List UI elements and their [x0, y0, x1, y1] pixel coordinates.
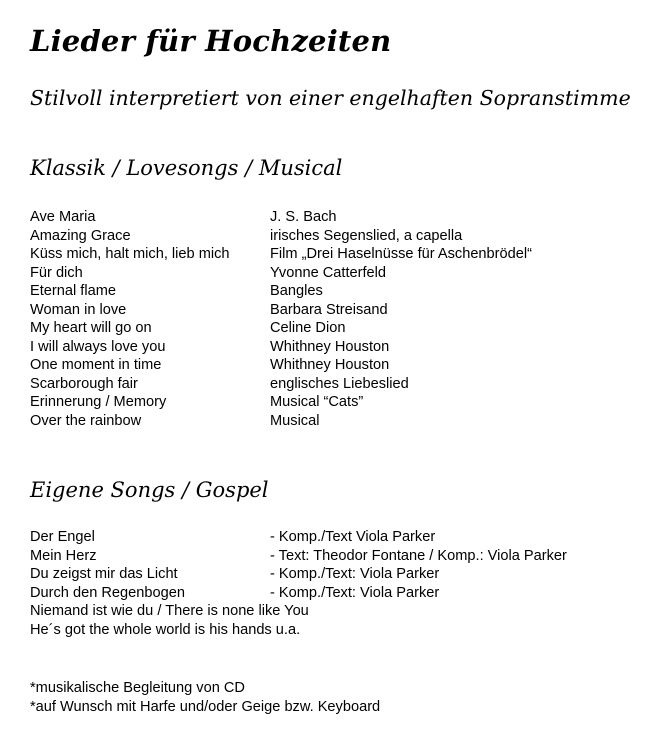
song-info: J. S. Bach: [270, 209, 337, 225]
song-title: He´s got the whole world is his hands u.a.: [30, 621, 301, 638]
footnote: *auf Wunsch mit Harfe und/oder Geige bzw. Keyboard: [30, 698, 381, 715]
page-subtitle: Stilvoll interpretiert von einer engelhaften Sopranstimme: [30, 86, 631, 110]
song-info: Barbara Streisand: [270, 301, 388, 318]
song-info: Yvonne Catterfeld: [270, 264, 387, 281]
song-info: - Komp./Text: Viola Parker: [270, 584, 440, 601]
page-title: Lieder für Hochzeiten: [30, 24, 392, 58]
song-title: Küss mich, halt mich, lieb mich: [30, 246, 230, 262]
song-info: - Komp./Text: Viola Parker: [270, 566, 440, 582]
song-title: My heart will go on: [30, 320, 152, 336]
song-title: Niemand ist wie du / There is none like You: [30, 603, 309, 619]
song-title: One moment in time: [30, 357, 162, 373]
song-title: Amazing Grace: [30, 227, 131, 244]
song-info: - Text: Theodor Fontane / Komp.: Viola Parker: [270, 547, 567, 564]
song-info: Musical: [270, 412, 320, 429]
song-info: irisches Segenslied, a capella: [270, 227, 463, 244]
song-info: Bangles: [270, 283, 323, 299]
song-info: Whithney Houston: [270, 338, 390, 355]
song-title: Durch den Regenbogen: [30, 584, 185, 601]
song-title: Du zeigst mir das Licht: [30, 566, 178, 582]
song-title: Ave Maria: [30, 209, 96, 225]
song-info: englisches Liebeslied: [270, 375, 409, 392]
footnote: *musikalische Begleitung von CD: [30, 680, 245, 696]
section-heading-eigene-songs: Eigene Songs / Gospel: [30, 478, 269, 502]
song-info: Musical “Cats”: [270, 394, 364, 410]
footnotes: [30, 679, 380, 716]
song-info: Celine Dion: [270, 320, 346, 336]
song-info: Whithney Houston: [270, 357, 390, 373]
section-heading-klassik: Klassik / Lovesongs / Musical: [30, 156, 343, 180]
song-title: Eternal flame: [30, 283, 116, 299]
song-title: Scarborough fair: [30, 375, 138, 392]
song-title: I will always love you: [30, 338, 166, 355]
song-info: - Komp./Text Viola Parker: [270, 529, 436, 545]
song-title: Over the rainbow: [30, 412, 142, 429]
song-title: Woman in love: [30, 301, 127, 318]
song-info: Film „Drei Haselnüsse für Aschenbrödel“: [270, 246, 532, 262]
song-title: Erinnerung / Memory: [30, 394, 167, 410]
song-title: Für dich: [30, 264, 83, 281]
song-title: Mein Herz: [30, 547, 97, 564]
song-title: Der Engel: [30, 529, 95, 545]
